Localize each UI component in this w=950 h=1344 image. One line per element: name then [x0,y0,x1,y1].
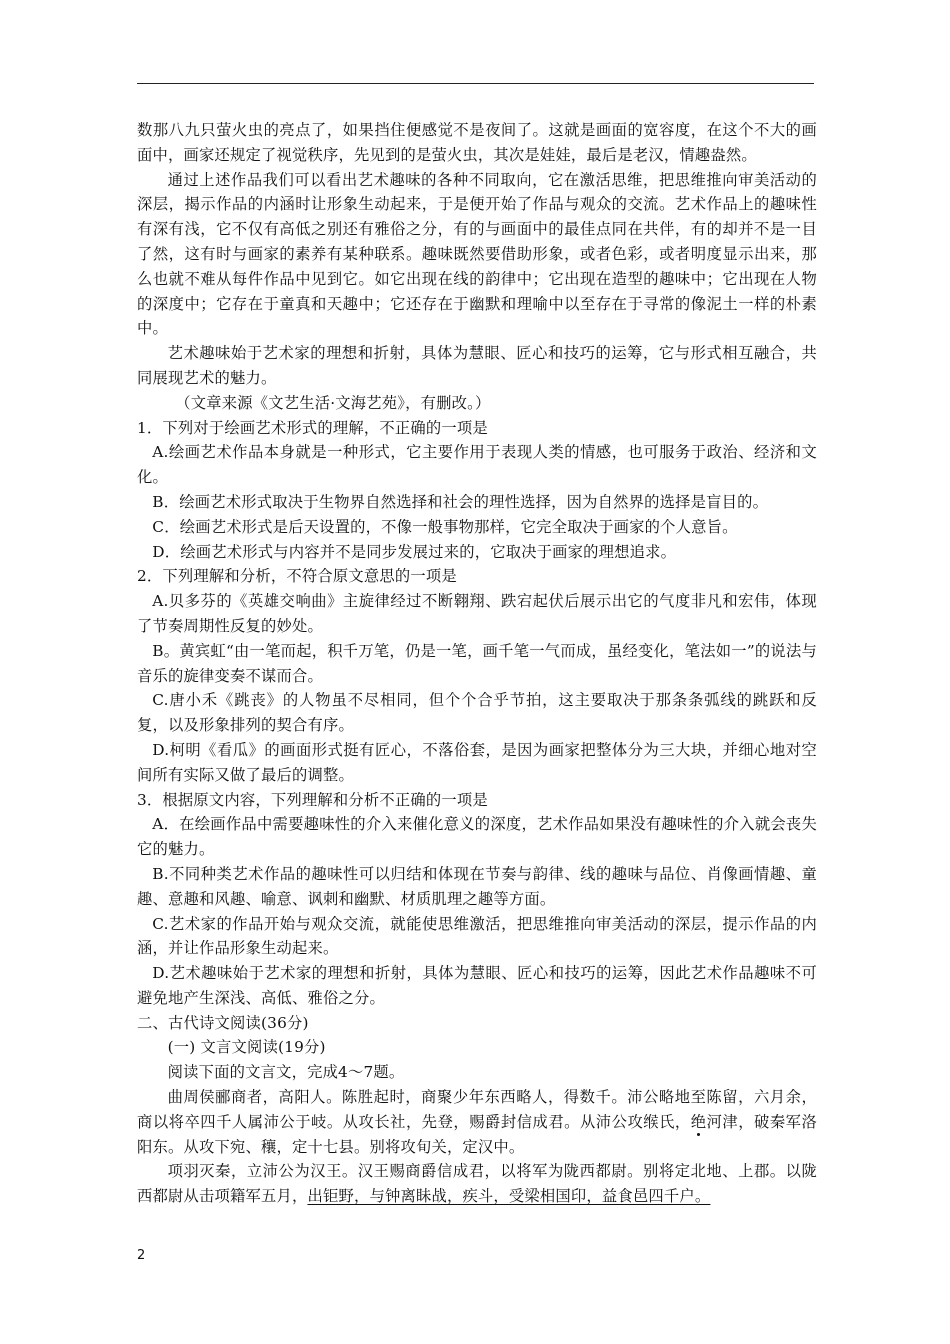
question-stem: 3．根据原文内容，下列理解和分析不正确的一项是 [137,790,488,809]
option-a: A.贝多芬的《英雄交响曲》主旋律经过不断翱翔、跌宕起伏后展示出它的气度非凡和宏伟，体现了节奏周期性反复的妙处。 [137,592,817,635]
question-2 [137,564,817,787]
page-number: 2 [137,1248,146,1263]
underlined-sentence: 出钜野，与钟离眛战，疾斗，受梁相国印，益食邑四千户。 [307,1187,711,1206]
page-body [137,118,817,1209]
text-run: 河津，破秦军洛阳东。从攻下宛、穰，定十七县。别将攻旬关，定汉中。 [137,1112,817,1156]
option-d: D.柯明《看瓜》的画面形式挺有匠心，不落俗套，是因为画家把整体分为三大块，并细心地对空间所有实际又做了最后的调整。 [137,740,817,784]
classical-paragraph-1 [137,1085,817,1159]
option-d: D.艺术趣味始于艺术家的理想和折射，具体为慧眼、匠心和技巧的运筹，因此艺术作品趣味不可避免地产生深浅、高低、雅俗之分。 [137,964,817,1007]
paragraph-conclusion: 艺术趣味始于艺术家的理想和折射，具体为慧眼、匠心和技巧的运筹，它与形式相互融合，共同展现艺术的魅力。 [137,344,817,387]
question-3 [137,788,817,1011]
section-heading: 二、古代诗文阅读(36分) [137,1013,309,1032]
paragraph-interest: 通过上述作品我们可以看出艺术趣味的各种不同取向，它在激活思维，把思维推向审美活动的深层，揭示作品的内涵时让形象生动起来，于是便开始了作品与观众的交流。艺术作品上的趣味性有深有浅，它不仅有高低之别还有雅俗之分，有的与画面中的最佳点同在共伴，有的却并不是一目了然，这有时与画家的素养有某种联系。趣味既然要借助形象，或者色彩，或者明度显示出来，那么也就不难从每件作品中见到它。如它出现在线的韵律中；它出现在造型的趣味中；它出现在人物的深度中；它存在于童真和天趣中；它还存在于幽默和理喻中以至存在于寻常的像泥土一样的朴素中。 [137,170,817,338]
source-note: （文章来源《文艺生活·文海艺苑》，有删改。） [175,393,491,412]
paragraph-continuation: 数那八九只萤火虫的亮点了，如果挡住便感觉不是夜间了。这就是画面的宽容度，在这个不大的画面中，画家还规定了视觉秩序，先见到的是萤火虫，其次是娃娃，最后是老汉，情趣盎然。 [137,121,817,164]
option-b: B.不同种类艺术作品的趣味性可以归结和体现在节奏与韵律、线的趣味与品位、肖像画情趣、童趣、意趣和风趣、喻意、讽刺和幽默、材质肌理之趣等方面。 [137,864,817,908]
text-run: 项羽灭秦，立沛公为汉王。汉王赐商爵信成君，以将军为陇西都尉。别将定北地、上郡。以陇西都尉从击项籍军五月， [137,1162,817,1206]
option-c: C．绘画艺术形式是后天设置的，不像一般事物那样，它完全取决于画家的个人意旨。 [152,517,738,536]
subsection-heading: (一) 文言文阅读(19分) [167,1038,326,1057]
header-rule [137,83,814,84]
emphasis-dot-char: 绝 [690,1112,707,1131]
option-d: D．绘画艺术形式与内容并不是同步发展过来的，它取决于画家的理想追求。 [152,542,677,561]
text-run: 曲周侯郦商者，高阳人。陈胜起时，商聚少年东西略人，得数千。沛公略地至陈留，六月余，商以将卒四千人属沛公于岐。从攻长社，先登，赐爵封信成君。从沛公攻缑氏， [137,1088,817,1131]
classical-paragraph-2 [137,1159,817,1209]
option-b: B．绘画艺术形式取决于生物界自然选择和社会的理性选择，因为自然界的选择是盲目的。 [152,492,769,511]
option-a: A.绘画艺术作品本身就是一种形式，它主要作用于表现人类的情感，也可服务于政治、经济和文化。 [137,443,817,487]
option-c: C.唐小禾《跳丧》的人物虽不尽相同，但个个合乎节拍，这主要取决于那条条弧线的跳跃和反复，以及形象排列的契合有序。 [137,691,817,735]
option-c: C.艺术家的作品开始与观众交流，就能使思维激活，把思维推向审美活动的深层，提示作品的内涵，并让作品形象生动起来。 [137,914,817,958]
option-b: B。黄宾虹“由一笔而起，积千万笔，仍是一笔，画千笔一气而成，虽经变化，笔法如一”的说法与音乐的旋律变奏不谋而合。 [137,641,817,685]
question-stem: 2．下列理解和分析，不符合原文意思的一项是 [137,567,457,586]
option-a: A．在绘画作品中需要趣味性的介入来催化意义的深度，艺术作品如果没有趣味性的介入就会丧失它的魅力。 [137,815,817,859]
question-1 [137,416,817,565]
reading-instruction: 阅读下面的文言文，完成4～7题。 [167,1063,405,1082]
question-stem: 1．下列对于绘画艺术形式的理解，不正确的一项是 [137,418,488,437]
